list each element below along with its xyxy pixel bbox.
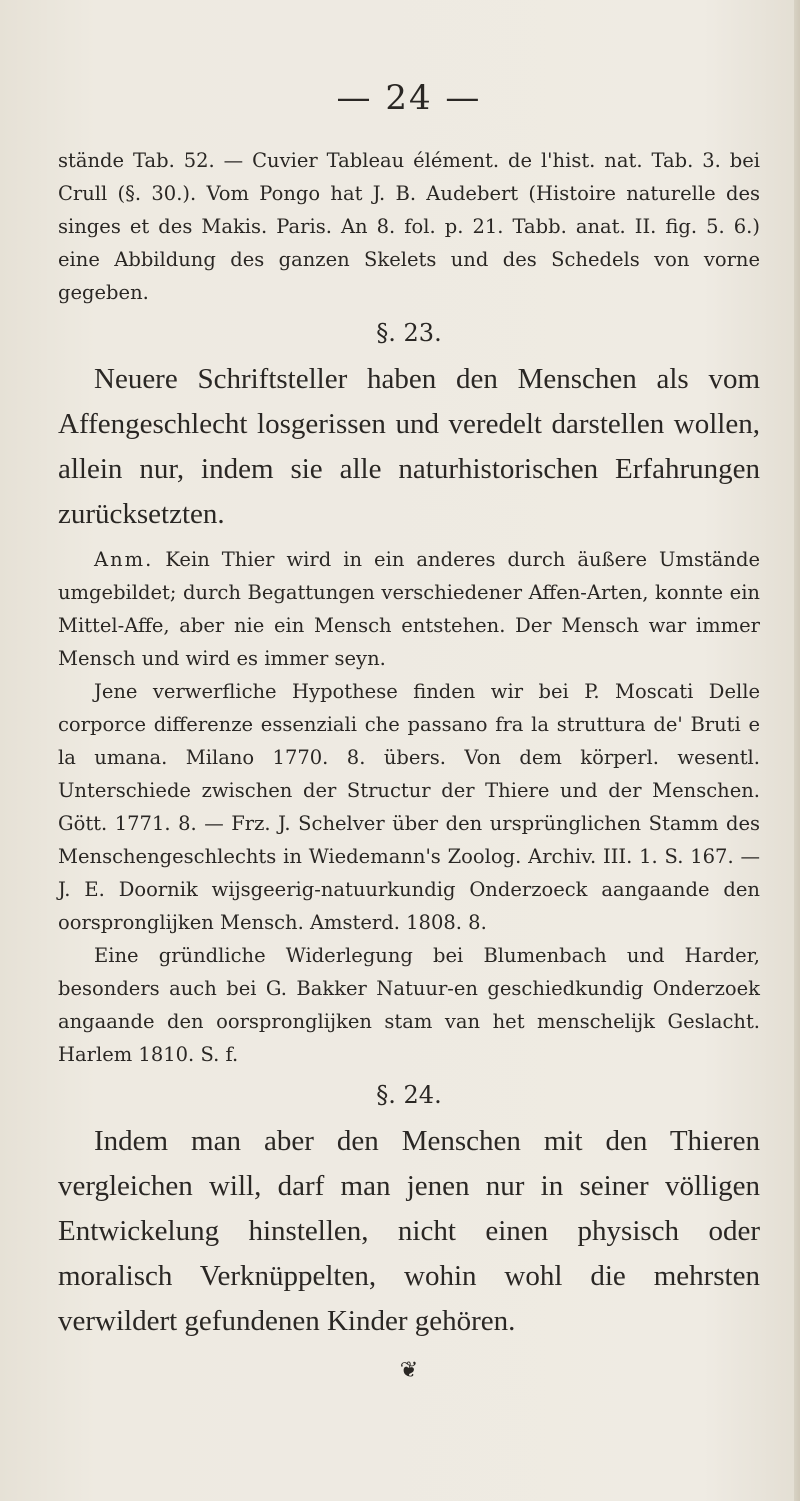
section-23-main-text: Neuere Schriftsteller haben den Menschen als vom Affengeschlecht losgerissen und veredelt darstellen wollen, allein nur, indem sie alle naturhistorischen Erfahrungen zurücksetzten. xyxy=(58,363,760,530)
page-number: — 24 — xyxy=(336,78,482,118)
page-edge-shadow xyxy=(794,0,800,1501)
refutation-references-paragraph: Eine gründliche Widerlegung bei Blumenbach und Harder, besonders auch bei G. Bakker Natuur-en geschiedkundig Onderzoek angaande den oorspronglijken stam van het menschelijk Geslacht. Harlem 1810. S. f. xyxy=(58,944,760,1066)
annotation-label: Anm. xyxy=(94,548,154,571)
annotation-paragraph xyxy=(58,543,760,675)
printer-ornament-mark: ❦ xyxy=(399,1358,419,1383)
annotation-text: Kein Thier wird in ein anderes durch äußere Umstände umgebildet; durch Begattungen verschiedener Affen-Arten, konnte ein Mittel-Affe, aber nie ein Mensch entstehen. Der Mensch war immer Mensch und wird es immer seyn. xyxy=(58,548,760,670)
hypothesis-references-paragraph: Jene verwerfliche Hypothese finden wir bei P. Moscati Delle corporce differenze essenziali che passano fra la struttura de' Bruti e la umana. Milano 1770. 8. übers. Von dem körperl. wesentl. Unterschiede zwischen der Structur der Thiere und der Menschen. Gött. 1771. 8. — Frz. J. Schelver über den ursprünglichen Stamm des Menschengeschlechts in Wiedemann's Zoolog. Archiv. III. 1. S. 167. — J. E. Doornik wijsgeerig-natuurkundig Onderzoeck aangaande den oorspronglijken Mensch. Amsterd. 1808. 8. xyxy=(58,680,760,934)
section-heading-24: §. 24. xyxy=(376,1081,442,1109)
section-24-main-text: Indem man aber den Menschen mit den Thieren vergleichen will, darf man jenen nur in seiner völligen Entwickelung hinstellen, nicht einen physisch oder moralisch Verknüppelten, wohin wohl die mehrsten verwildert gefundenen Kinder gehören. xyxy=(58,1125,760,1337)
section-heading-23: §. 23. xyxy=(376,319,442,347)
continued-footnote-paragraph: stände Tab. 52. — Cuvier Tableau élément. de l'hist. nat. Tab. 3. bei Crull (§. 30.). Vom Pongo hat J. B. Audebert (Histoire naturelle des singes et des Makis. Paris. An 8. fol. p. 21. Tabb. anat. II. fig. 5. 6.) eine Abbildung des ganzen Skelets und des Schedels von vorne gegeben. xyxy=(58,149,760,304)
